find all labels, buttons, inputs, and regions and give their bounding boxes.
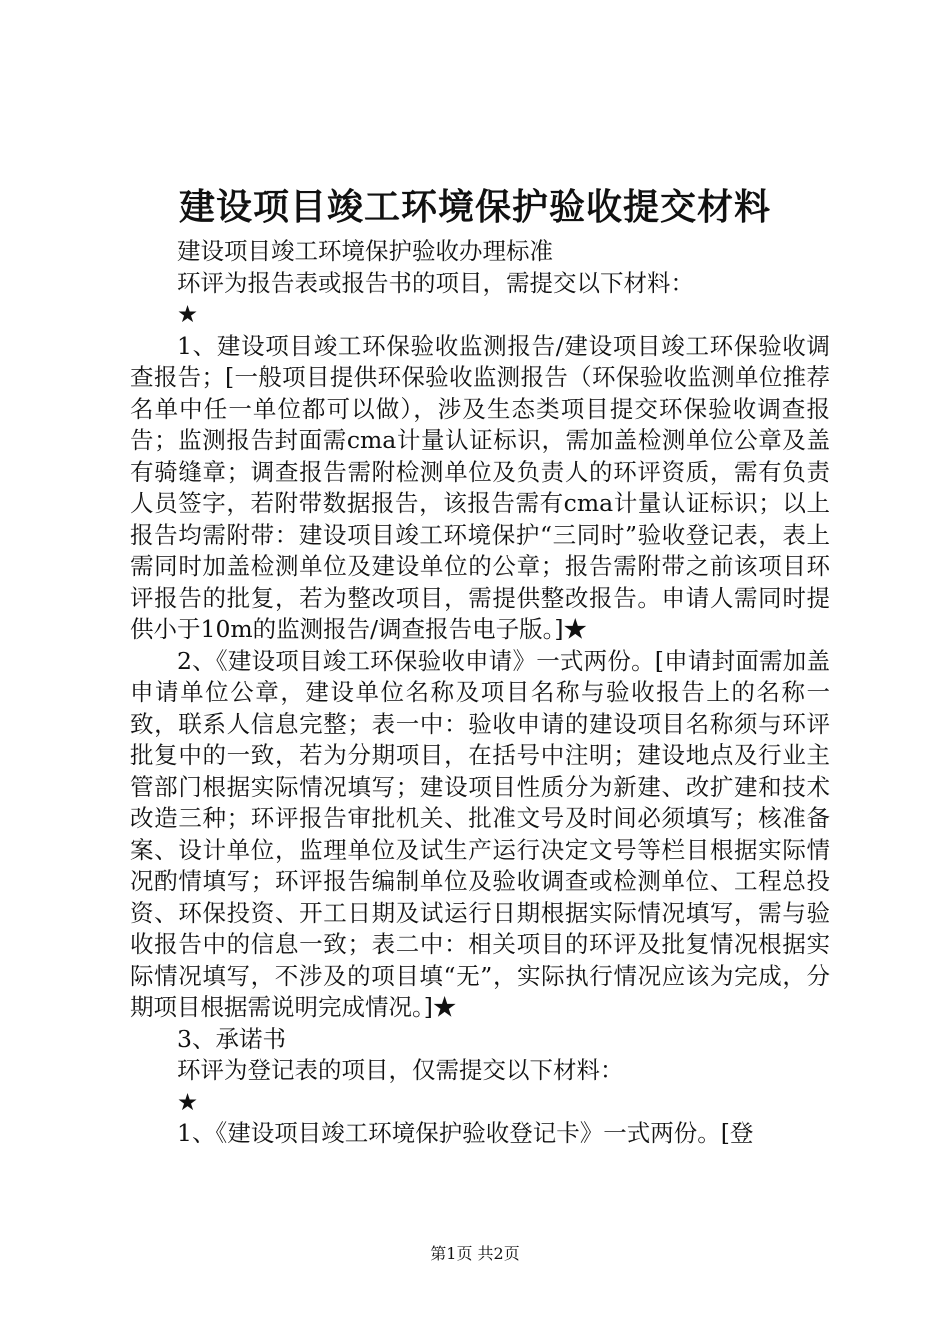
- page-number: 第1页 共2页: [430, 1244, 520, 1263]
- paragraph-report-materials-intro: 环评为报告表或报告书的项目，需提交以下材料：: [177, 268, 694, 297]
- document-title: 建设项目竣工环境保护验收提交材料: [178, 186, 771, 228]
- star-marker: ★: [177, 300, 199, 328]
- document-body: [130, 236, 830, 1150]
- paragraph-registration-materials-intro: 环评为登记表的项目，仅需提交以下材料：: [177, 1056, 624, 1084]
- paragraph-standard-heading: 建设项目竣工环境保护验收办理标准: [177, 237, 553, 265]
- paragraph-item-3-commitment: 3、承诺书: [177, 1024, 286, 1053]
- paragraph-item-2-acceptance-application: 2、《建设项目竣工环保验收申请》一式两份。[申请封面需加盖申请单位公章，建设单位名称及项目名称与验收报告上的名称一致，联系人信息完整；表一中：验收申请的建设项目名称须与环评批复中的一致，若为分期项目，在括号中注明；建设地点及行业主管部门根据实际情况填写；建设项目性质分为新建、改扩建和技术改造三种；环评报告审批机关、批准文号及时间必须填写；核准备案、设计单位，监理单位及试生产运行决定文号等栏目根据实际情况酌情填写；环评报告编制单位及验收调查或检测单位、工程总投资、环保投资、开工日期及试运行日期根据实际情况填写，需与验收报告中的信息一致；表二中：相关项目的环评及批复情况根据实际情况填写，不涉及的项目填“无”，实际执行情况应该为完成，分期项目根据需说明完成情况。]★: [130, 646, 830, 1021]
- paragraph-registration-item-1: 1、《建设项目竣工环境保护验收登记卡》一式两份。[登: [177, 1119, 754, 1147]
- star-marker: ★: [177, 1087, 199, 1116]
- paragraph-item-1-monitoring-report: 1、建设项目竣工环保验收监测报告/建设项目竣工环保验收调查报告；[一般项目提供环保验收监测报告（环保验收监测单位推荐名单中任一单位都可以做），涉及生态类项目提交环保验收调查报告；监测报告封面需cma计量认证标识，需加盖检测单位公章及盖有骑缝章；调查报告需附检测单位及负责人的环评资质，需有负责人员签字，若附带数据报告，该报告需有cma计量认证标识；以上报告均需附带：建设项目竣工环境保护“三同时”验收登记表，表上需同时加盖检测单位及建设单位的公章；报告需附带之前该项目环评报告的批复，若为整改项目，需提供整改报告。申请人需同时提供小于10m的监测报告/调查报告电子版。]★: [130, 331, 830, 643]
